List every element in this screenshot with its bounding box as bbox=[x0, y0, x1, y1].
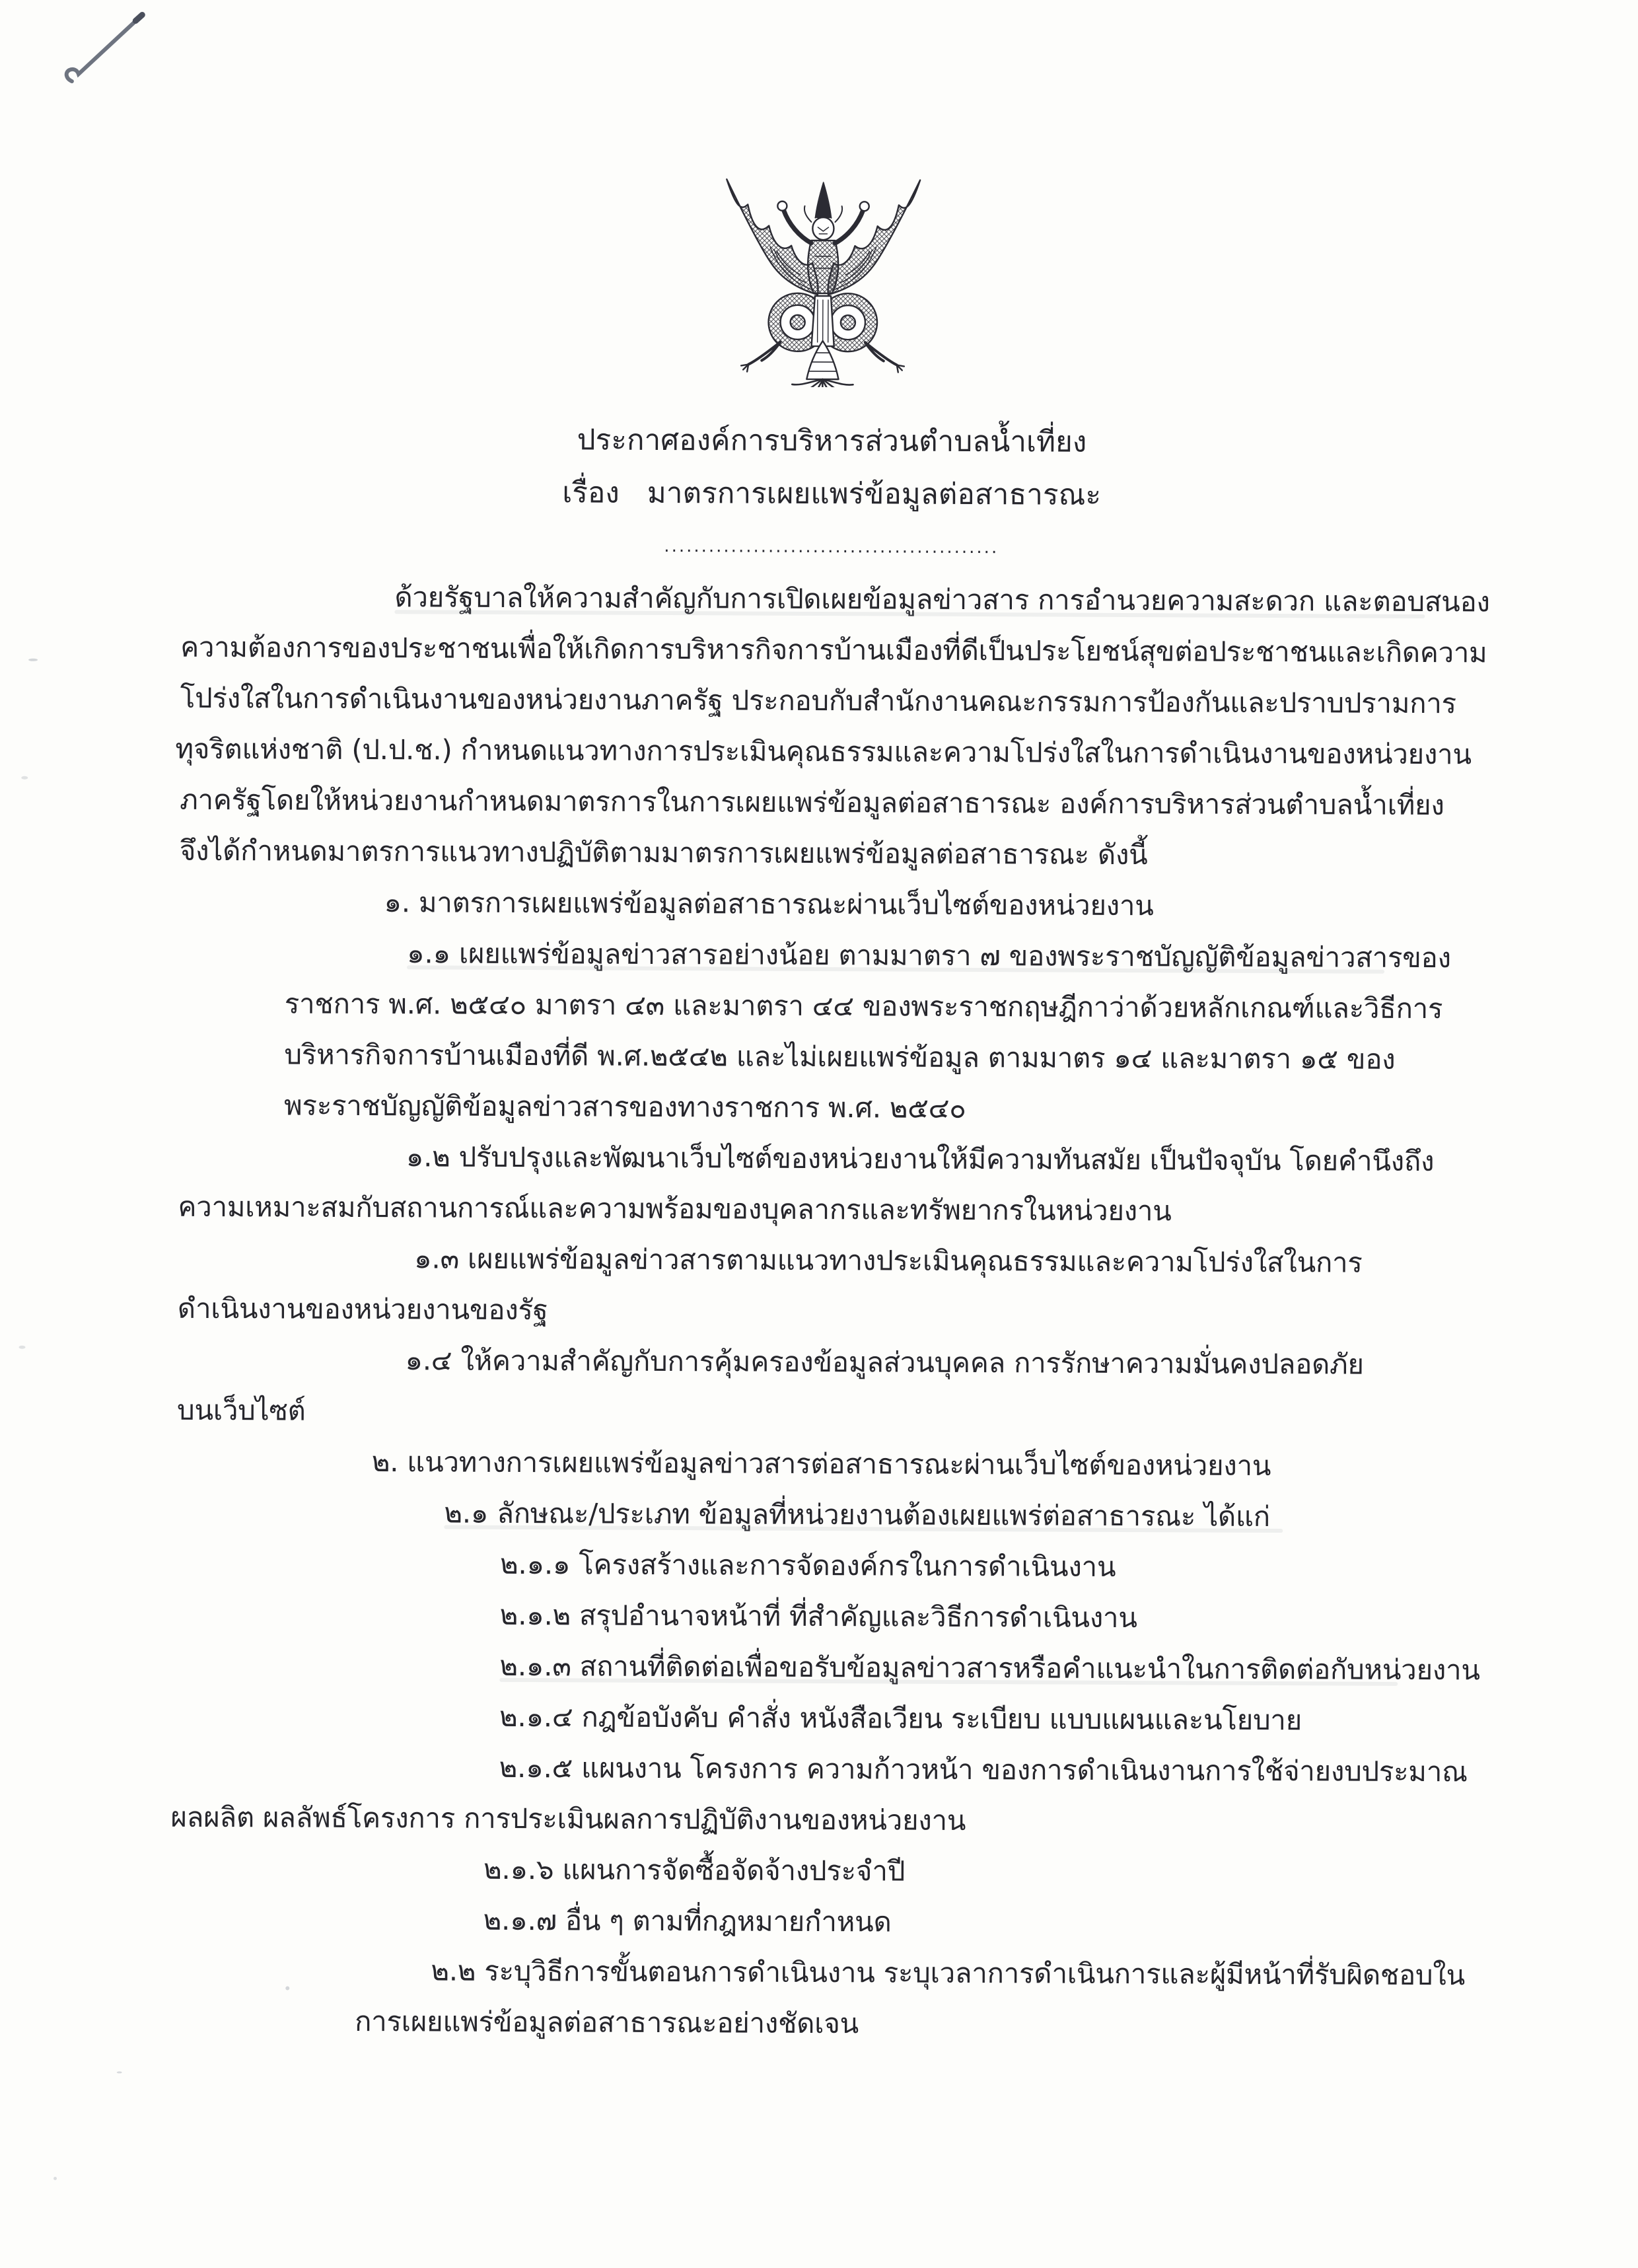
doc-line: ๒.๑.๑ โครงสร้างและการจัดองค์กรในการดำเนินงาน bbox=[499, 1547, 1116, 1583]
doc-line: ๒.๒ ระบุวิธีการขั้นตอนการดำเนินงาน ระบุเวลาการดำเนินการและผู้มีหน้าที่รับผิดชอบใน bbox=[431, 1954, 1466, 1992]
doc-line: บริหารกิจการบ้านเมืองที่ดี พ.ศ.๒๕๔๒ และไม่เผยแพร่ข้อมูล ตามมาตร ๑๔ และมาตรา ๑๕ ของ bbox=[284, 1038, 1396, 1076]
doc-line: ราชการ พ.ศ. ๒๕๔๐ มาตรา ๔๓ และมาตรา ๔๔ ของพระราชกฤษฎีกาว่าด้วยหลักเกณฑ์และวิธีการ bbox=[284, 987, 1443, 1025]
doc-line: ดำเนินงานของหน่วยงานของรัฐ bbox=[177, 1292, 548, 1327]
subject-text: มาตรการเผยแพร่ข้อมูลต่อสาธารณะ bbox=[647, 476, 1102, 512]
document-header bbox=[562, 414, 1102, 560]
subject-label: เรื่อง bbox=[562, 476, 620, 510]
doc-line: ผลผลิต ผลลัพธ์โครงการ การประเมินผลการปฏิบัติงานของหน่วยงาน bbox=[170, 1800, 966, 1837]
doc-line: ๑.๒ ปรับปรุงและพัฒนาเว็บไซต์ของหน่วยงานให้มีความทันสมัย เป็นปัจจุบัน โดยคำนึงถึง bbox=[406, 1140, 1435, 1178]
doc-line: ภาครัฐโดยให้หน่วยงานกำหนดมาตรการในการเผยแพร่ข้อมูลต่อสาธารณะ องค์การบริหารส่วนตำบลน้ำเที่ยง bbox=[180, 783, 1444, 822]
doc-line: ๒.๑.๕ แผนงาน โครงการ ความก้าวหน้า ของการดำเนินงานการใช้จ่ายงบประมาณ bbox=[499, 1751, 1468, 1788]
doc-line: ๒.๑.๓ สถานที่ติดต่อเพื่อขอรับข้อมูลข่าวสารหรือคำแนะนำในการติดต่อกับหน่วยงาน bbox=[499, 1649, 1480, 1687]
scan-speck bbox=[53, 2177, 57, 2180]
doc-line: ความต้องการของประชาชนเพื่อให้เกิดการบริหารกิจการบ้านเมืองที่ดีเป็นประโยชน์สุขต่อประชาชนและเกิดความ bbox=[180, 630, 1487, 669]
scan-speck bbox=[285, 1986, 289, 1990]
doc-line: ความเหมาะสมกับสถานการณ์และความพร้อมของบุคลากรและทรัพยากรในหน่วยงาน bbox=[178, 1190, 1172, 1227]
doc-line: ทุจริตแห่งชาติ (ป.ป.ช.) กำหนดแนวทางการประเมินคุณธรรมและความโปร่งใสในการดำเนินงานของหน่วยงาน bbox=[175, 732, 1472, 771]
doc-line: ๒.๑.๔ กฎข้อบังคับ คำสั่ง หนังสือเวียน ระเบียบ แบบแผนและนโยบาย bbox=[499, 1700, 1302, 1737]
scan-speck bbox=[21, 776, 28, 780]
doc-line: ๒.๑.๖ แผนการจัดซื้อจัดจ้างประจำปี bbox=[483, 1852, 906, 1887]
doc-line: ๒.๑ ลักษณะ/ประเภท ข้อมูลที่หน่วยงานต้องเผยแพร่ต่อสาธารณะ ได้แก่ bbox=[444, 1496, 1270, 1533]
doc-line: ๒.๑.๗ อื่น ๆ ตามที่กฎหมายกำหนด bbox=[483, 1903, 892, 1938]
doc-line: โปร่งใสในการดำเนินงานของหน่วยงานภาครัฐ ประกอบกับสำนักงานคณะกรรมการป้องกันและปราบปรามการ bbox=[180, 681, 1456, 720]
doc-line: ๑.๓ เผยแพร่ข้อมูลข่าวสารตามแนวทางประเมินคุณธรรมและความโปร่งใสในการ bbox=[413, 1242, 1363, 1279]
doc-line: บนเว็บไซต์ bbox=[176, 1393, 306, 1427]
doc-line: ๒. แนวทางการเผยแพร่ข้อมูลข่าวสารต่อสาธารณะผ่านเว็บไซต์ของหน่วยงาน bbox=[371, 1445, 1271, 1482]
doc-line: ๑.๔ ให้ความสำคัญกับการคุ้มครองข้อมูลส่วนบุคคล การรักษาความมั่นคงปลอดภัย bbox=[405, 1344, 1364, 1381]
scan-speck bbox=[18, 1346, 25, 1349]
announcement-title: ประกาศองค์การบริหารส่วนตำบลน้ำเที่ยง bbox=[577, 423, 1087, 459]
doc-line: ด้วยรัฐบาลให้ความสำคัญกับการเปิดเผยข้อมูลข่าวสาร การอำนวยความสะดวก และตอบสนอง bbox=[394, 581, 1490, 618]
scan-speck bbox=[117, 2071, 122, 2073]
document-body bbox=[0, 570, 1638, 2053]
dotted-divider: ............................................. bbox=[664, 536, 999, 558]
doc-line: พระราชบัญญัติข้อมูลข่าวสารของทางราชการ พ.ศ. ๒๕๔๐ bbox=[284, 1089, 966, 1124]
doc-line: จึงได้กำหนดมาตรการแนวทางปฏิบัติตามมาตรการเผยแพร่ข้อมูลต่อสาธารณะ ดังนี้ bbox=[179, 834, 1148, 871]
doc-line: การเผยแพร่ข้อมูลต่อสาธารณะอย่างชัดเจน bbox=[354, 2004, 859, 2040]
pen-check-mark-icon bbox=[44, 2, 170, 95]
doc-line: ๑. มาตรการเผยแพร่ข้อมูลต่อสาธารณะผ่านเว็บไซต์ของหน่วยงาน bbox=[384, 886, 1154, 922]
garuda-emblem-icon bbox=[706, 168, 940, 388]
doc-line: ๒.๑.๒ สรุปอำนาจหน้าที่ ที่สำคัญและวิธีการดำเนินงาน bbox=[499, 1598, 1137, 1634]
subject-line bbox=[562, 466, 1101, 522]
doc-line: ๑.๑ เผยแพร่ข้อมูลข่าวสารอย่างน้อย ตามมาตรา ๗ ของพระราชบัญญัติข้อมูลข่าวสารของ bbox=[407, 937, 1451, 974]
scan-speck bbox=[28, 659, 38, 661]
